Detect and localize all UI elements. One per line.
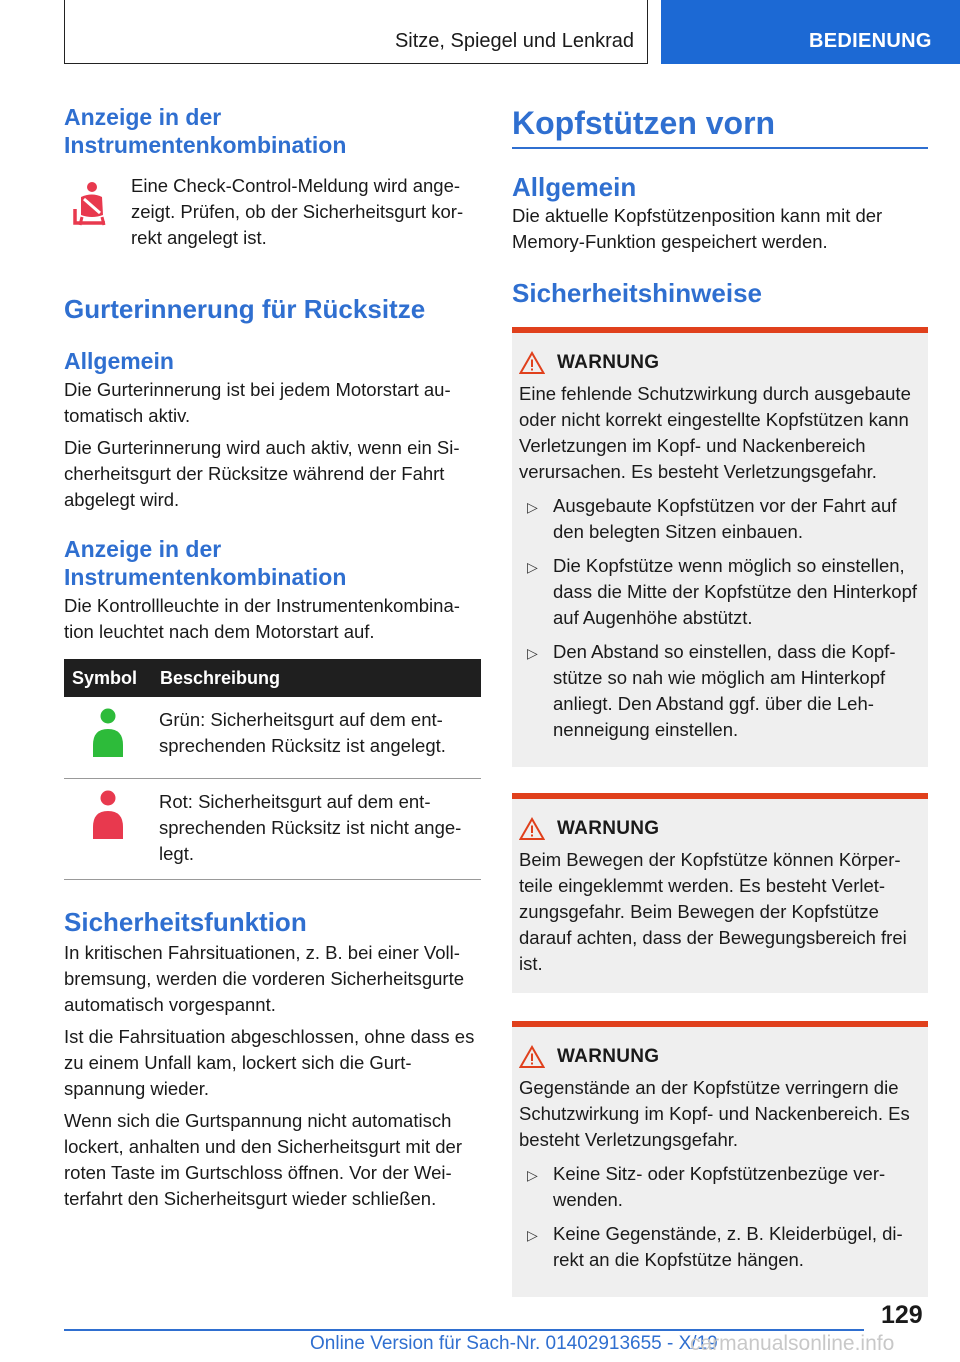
chapter-title: Sitze, Spiegel und Lenkrad xyxy=(394,30,634,52)
warning-triangle-icon xyxy=(519,351,545,375)
subheading-allgemein-right: Allgemein xyxy=(512,172,637,202)
heading-sicherheitsfunktion: Sicherheitsfunktion xyxy=(64,907,307,937)
anzeige-2-text: Die Kontrollleuchte in der Instrumentenkombination leuchtet nach dem Motorstart auf. xyxy=(64,595,460,642)
left-column xyxy=(64,103,481,1212)
bullet-triangle-icon: ▷ xyxy=(527,1227,538,1243)
footer-rule xyxy=(64,1329,864,1331)
watermark: carmanualsonline.info xyxy=(690,1332,895,1355)
sicherheitsfunktion-p3: Wenn sich die Gurtspannung nicht automatisch lockert, anhalten und den Sicherheitsgurt mit der roten Taste im Gurtschloss öffnen. Vor der Weiterfahrt den Sicherheitsgurt wieder schließen. xyxy=(64,1110,462,1209)
sicherheitsfunktion-p1: In kritischen Fahrsituationen, z. B. bei einer Vollbremsung, werden die vorderen Sicherheitsgurte automatisch vorgespannt. xyxy=(64,942,465,1015)
bullet-triangle-icon: ▷ xyxy=(527,499,538,515)
red-desc: Rot: Sicherheitsgurt auf dem entsprechenden Rücksitz ist nicht angelegt. xyxy=(152,779,481,880)
warning-label: WARNUNG xyxy=(557,818,660,839)
heading-anzeige-2: Anzeige in der Instrumentenkombination xyxy=(64,536,347,590)
warning-text: Eine fehlende Schutzwirkung durch ausgebaute oder nicht korrekt eingestellte Kopfstützen kann Verletzungen im Kopf- und Nackenbereich verursachen. Es besteht Verletzungsgefahr. xyxy=(519,383,911,482)
warning-bullet-list xyxy=(519,1161,920,1273)
seatbelt-warning-row xyxy=(64,173,481,251)
footer-online-version: Online Version für Sach-Nr. 01402913655 - X/19 xyxy=(310,1333,718,1354)
warning-triangle-icon xyxy=(519,1045,545,1069)
table-row xyxy=(64,779,481,880)
warning-triangle-icon xyxy=(519,817,545,841)
header-chapter-box xyxy=(64,0,648,64)
seat-occupant-green-icon xyxy=(64,697,152,779)
subheading-allgemein-left: Allgemein xyxy=(64,348,174,374)
seat-occupant-red-icon xyxy=(64,779,152,880)
title-rule xyxy=(512,147,928,149)
gurterinnerung-p2: Die Gurterinnerung wird auch aktiv, wenn ein Sicherheitsgurt der Rücksitze während der Fahrt abgelegt wird. xyxy=(64,437,460,510)
list-item: ▷ Die Kopfstütze wenn möglich so einstellen, dass die Mitte der Kopfstütze den Hinterkopf auf Augenhöhe abstützt. xyxy=(519,553,920,631)
list-item: ▷ Keine Sitz- oder Kopfstützenbezüge verwenden. xyxy=(519,1161,920,1213)
bullet-triangle-icon: ▷ xyxy=(527,645,538,661)
heading-gurterinnerung: Gurterinnerung für Rücksitze xyxy=(64,294,426,324)
seatbelt-warning-icon xyxy=(64,173,131,251)
section-label: BEDIENUNG xyxy=(809,30,932,52)
right-column xyxy=(512,103,928,1297)
col-symbol: Symbol xyxy=(64,659,152,697)
bullet-triangle-icon: ▷ xyxy=(527,1167,538,1183)
list-item: ▷ Keine Gegenstände, z. B. Kleiderbügel, direkt an die Kopfstütze hängen. xyxy=(519,1221,920,1273)
warning-box xyxy=(512,793,928,993)
page-number: 129 xyxy=(881,1301,923,1329)
warning-title xyxy=(519,351,920,375)
warning-label: WARNUNG xyxy=(557,352,660,373)
warning-title xyxy=(519,1045,920,1069)
heading-anzeige-1: Anzeige in der Instrumentenkombination xyxy=(64,104,347,158)
warning-box xyxy=(512,1021,928,1297)
table-header-row xyxy=(64,659,481,697)
warning-label: WARNUNG xyxy=(557,1046,660,1067)
allgemein-right-text: Die aktuelle Kopfstützenposition kann mit der Memory-Funktion gespeichert werden. xyxy=(512,205,883,252)
anzeige-1-text: Eine Check-Control-Meldung wird angezeigt. Prüfen, ob der Sicherheitsgurt korrekt angelegt ist. xyxy=(131,175,464,248)
list-item: ▷ Den Abstand so einstellen, dass die Kopfstütze so nah wie möglich am Hinterkopf anliegt. Den Abstand ggf. über die Lehnenneigung einstellen. xyxy=(519,639,920,743)
green-desc: Grün: Sicherheitsgurt auf dem entsprechenden Rücksitz ist angelegt. xyxy=(152,697,481,779)
table-row xyxy=(64,697,481,779)
warning-text: Gegenstände an der Kopfstütze verringern die Schutzwirkung im Kopf- und Nackenbereich. Es besteht Verletzungsgefahr. xyxy=(519,1077,910,1150)
sicherheitsfunktion-p2: Ist die Fahrsituation abgeschlossen, ohne dass es zu einem Unfall kam, lockert sich die Gurtspannung wieder. xyxy=(64,1026,475,1099)
symbol-table xyxy=(64,659,481,880)
subheading-sicherheitshinweise: Sicherheitshinweise xyxy=(512,278,762,308)
bullet-triangle-icon: ▷ xyxy=(527,559,538,575)
header-section-tab[interactable] xyxy=(661,0,960,64)
warning-box xyxy=(512,327,928,767)
warning-title xyxy=(519,817,920,841)
warning-bullet-list xyxy=(519,493,920,743)
heading-kopfstuetzen: Kopfstützen vorn xyxy=(512,105,776,141)
col-beschreibung: Beschreibung xyxy=(152,659,481,697)
warning-text: Beim Bewegen der Kopfstütze können Körperteile eingeklemmt werden. Es besteht Verletzungsgefahr. Beim Bewegen der Kopfstütze darauf achten, dass der Bewegungsbereich frei ist. xyxy=(519,849,907,974)
list-item: ▷ Ausgebaute Kopfstützen vor der Fahrt auf den belegten Sitzen einbauen. xyxy=(519,493,920,545)
gurterinnerung-p1: Die Gurterinnerung ist bei jedem Motorstart automatisch aktiv. xyxy=(64,379,451,426)
